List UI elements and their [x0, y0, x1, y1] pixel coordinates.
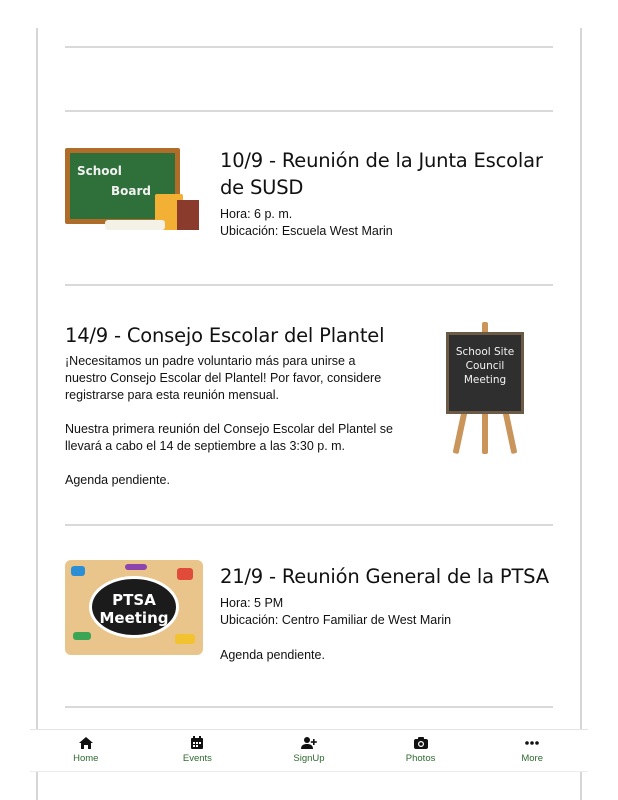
event-location: Ubicación: Escuela West Marin — [220, 224, 393, 238]
bottom-nav — [30, 729, 588, 771]
nav-home[interactable] — [30, 730, 142, 771]
nav-label: Home — [73, 753, 99, 764]
divider — [65, 284, 553, 286]
ptsa-image-text: PTSA — [112, 591, 156, 609]
school-board-image — [65, 148, 203, 233]
home-icon — [78, 736, 94, 750]
event-time: Hora: 6 p. m. — [220, 207, 293, 221]
nav-label: SignUp — [293, 753, 325, 764]
divider — [65, 110, 553, 112]
more-icon — [524, 736, 540, 750]
camera-icon — [413, 736, 429, 750]
event-title[interactable]: 14/9 - Consejo Escolar del Plantel — [65, 324, 385, 347]
easel-image-text: Council — [465, 360, 505, 372]
nav-label: More — [521, 753, 543, 764]
ptsa-meeting-image — [65, 560, 203, 655]
easel-image-text: Meeting — [463, 374, 507, 386]
nav-more[interactable] — [476, 730, 588, 771]
council-easel-image — [440, 322, 532, 454]
user-plus-icon — [301, 736, 317, 750]
event-time: Hora: 5 PM — [220, 596, 284, 610]
divider — [65, 706, 553, 708]
event-title[interactable]: 10/9 - Reunión de la Junta Escolar de SUSD — [220, 149, 543, 199]
nav-events[interactable] — [142, 730, 254, 771]
nav-signup[interactable] — [253, 730, 365, 771]
event-agenda: Agenda pendiente. — [65, 473, 170, 487]
event-paragraph: ¡Necesitamos un padre voluntario más para unirse a nuestro Consejo Escolar del Plantel! Por favor, considere registrarse para esta reunión mensual. — [65, 354, 382, 402]
easel-image-text: School Site — [455, 346, 515, 358]
divider — [65, 524, 553, 526]
board-image-text: School — [77, 164, 122, 178]
event-title[interactable]: 21/9 - Reunión General de la PTSA — [220, 565, 549, 588]
board-image-text: Board — [111, 184, 151, 198]
content-border-right — [580, 28, 582, 800]
calendar-icon — [189, 736, 205, 750]
ptsa-image-text: Meeting — [99, 609, 169, 627]
content-border-left — [36, 28, 38, 800]
bottom-divider — [30, 771, 588, 772]
event-location: Ubicación: Centro Familiar de West Marin — [220, 613, 452, 627]
nav-label: Events — [182, 753, 212, 764]
nav-label: Photos — [405, 753, 436, 764]
event-agenda: Agenda pendiente. — [220, 648, 325, 662]
nav-photos[interactable] — [365, 730, 477, 771]
divider — [65, 46, 553, 48]
event-paragraph: Nuestra primera reunión del Consejo Escolar del Plantel se llevará a cabo el 14 de septiembre a las 3:30 p. m. — [65, 422, 393, 453]
